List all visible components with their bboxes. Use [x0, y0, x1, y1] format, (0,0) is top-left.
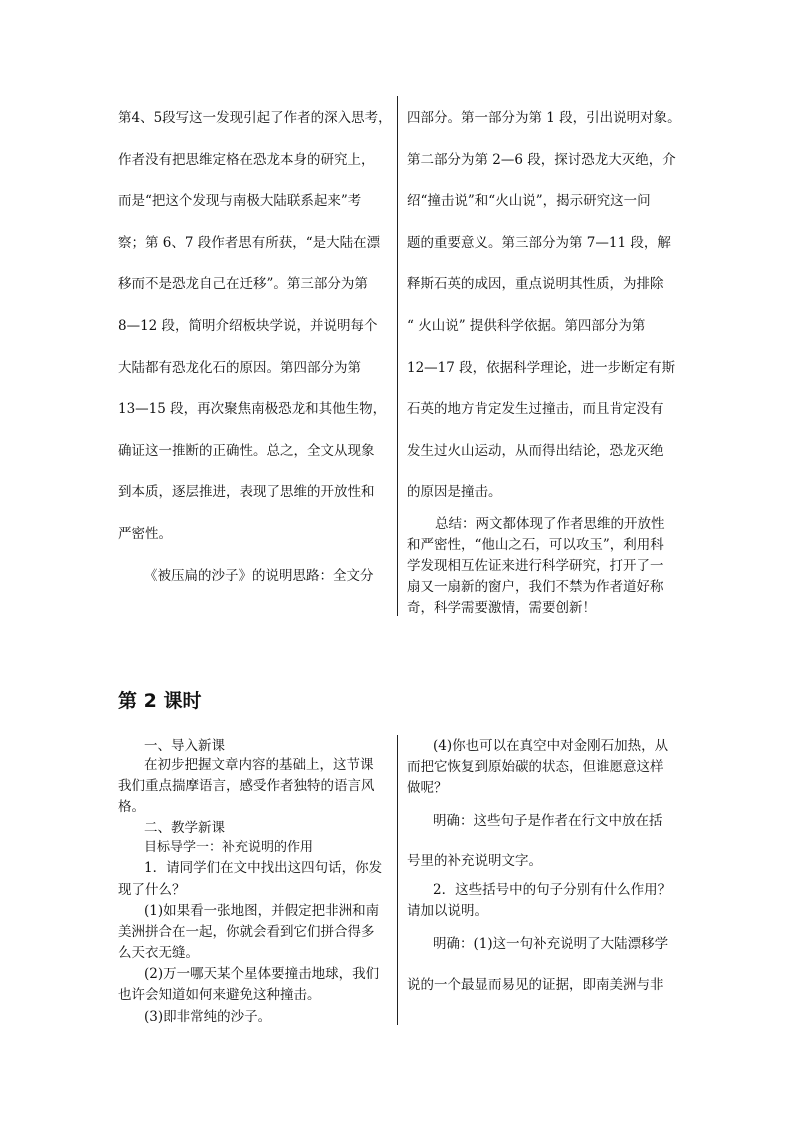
summary-line: 学发现相互佐证来进行科学研究，打开了一 — [407, 558, 664, 574]
text-line: 作者没有把思维定格在恐龙本身的研究上， — [118, 152, 375, 168]
text-line: 确证这一推断的正确性。总之，全文从现象 — [118, 443, 375, 459]
text-line: 8—12 段，简明介绍板块学说，并说明每个 — [118, 318, 378, 334]
text-line: 我们重点揣摩语言，感受作者独特的语言风 — [118, 778, 375, 794]
text-line: 的原因是撞击。 — [407, 484, 502, 500]
text-line: 察；第 6、7 段作者思有所获，“是大陆在漂 — [118, 235, 381, 251]
text-line: 一、导入新课 — [144, 738, 225, 754]
text-line: 明确：这些句子是作者在行文中放在括 — [433, 813, 663, 829]
column-divider — [397, 735, 398, 1025]
summary-line: 和严密性，“他山之石，可以攻玉”，利用科 — [407, 537, 664, 553]
text-line: (3)即非常纯的沙子。 — [144, 1009, 272, 1025]
text-line: 13—15 段，再次聚焦南极恐龙和其他生物， — [118, 401, 387, 417]
text-line: 美洲拼合在一起，你就会看到它们拼合得多 — [118, 924, 375, 940]
text-line: (4)你也可以在真空中对金刚石加热，从 — [433, 738, 669, 754]
text-line: 在初步把握文章内容的基础上，这节课 — [144, 757, 374, 773]
text-line: 号里的补充说明文字。 — [407, 853, 542, 869]
text-line: 发生过火山运动，从而得出结论，恐龙灭绝 — [407, 443, 664, 459]
summary-line: 奇，科学需要激情，需要创新！ — [407, 600, 596, 616]
text-line: 释斯石英的成因，重点说明其性质，为排除 — [407, 276, 664, 292]
text-line: 四部分。第一部分为第 1 段，引出说明对象。 — [407, 110, 681, 126]
text-line: 移而不是恐龙自己在迁移”。第三部分为第 — [118, 276, 368, 292]
text-line: 绍“撞击说”和“火山说”，揭示研究这一问 — [407, 193, 651, 209]
summary-line: 扇又一扇新的窗户，我们不禁为作者道好称 — [407, 579, 664, 595]
text-line: “ 火山说” 提供科学依据。第四部分为第 — [407, 318, 646, 334]
summary-line: 总结：两文都体现了作者思维的开放性 — [435, 516, 665, 532]
text-line: 么天衣无缝。 — [118, 945, 199, 961]
text-line: 二、教学新课 — [144, 820, 225, 836]
text-line: 明确：(1)这一句补充说明了大陆漂移学 — [433, 936, 669, 952]
text-line: 到本质，逐层推进，表现了思维的开放性和 — [118, 484, 375, 500]
text-line: 而是“把这个发现与南极大陆联系起来”考 — [118, 193, 362, 209]
text-line: 第二部分为第 2—6 段，探讨恐龙大灭绝，介 — [407, 152, 676, 168]
text-line: 请加以说明。 — [407, 903, 488, 919]
text-line: 大陆都有恐龙化石的原因。第四部分为第 — [118, 360, 361, 376]
text-line: 《被压扁的沙子》的说明思路：全文分 — [144, 568, 374, 584]
text-line: 题的重要意义。第三部分为第 7—11 段，解 — [407, 235, 671, 251]
text-line: 格。 — [118, 799, 145, 815]
lesson-heading: 第 2 课时 — [118, 690, 202, 712]
text-line: 1．请同学们在文中找出这四句话，你发 — [144, 860, 383, 876]
text-line: (2)万一哪天某个星体要撞击地球，我们 — [144, 966, 380, 982]
text-line: 也许会知道如何来避免这种撞击。 — [118, 987, 321, 1003]
text-line: 12—17 段，依据科学理论，进一步断定有斯 — [407, 360, 676, 376]
column-divider — [397, 96, 398, 616]
text-line: (1)如果看一张地图，并假定把非洲和南 — [144, 903, 380, 919]
text-line: 目标导学一：补充说明的作用 — [144, 840, 314, 855]
text-line: 做呢？ — [407, 780, 448, 796]
text-line: 现了什么？ — [118, 882, 186, 898]
text-line: 说的一个最显而易见的证据，即南美洲与非 — [407, 977, 664, 993]
text-line: 石英的地方肯定发生过撞击，而且肯定没有 — [407, 401, 664, 417]
text-line: 而把它恢复到原始碳的状态，但谁愿意这样 — [407, 759, 664, 775]
text-line: 2．这些括号中的句子分别有什么作用？ — [433, 882, 672, 898]
text-line: 严密性。 — [118, 526, 172, 542]
text-line: 第4、5段写这一发现引起了作者的深入思考， — [118, 110, 392, 126]
